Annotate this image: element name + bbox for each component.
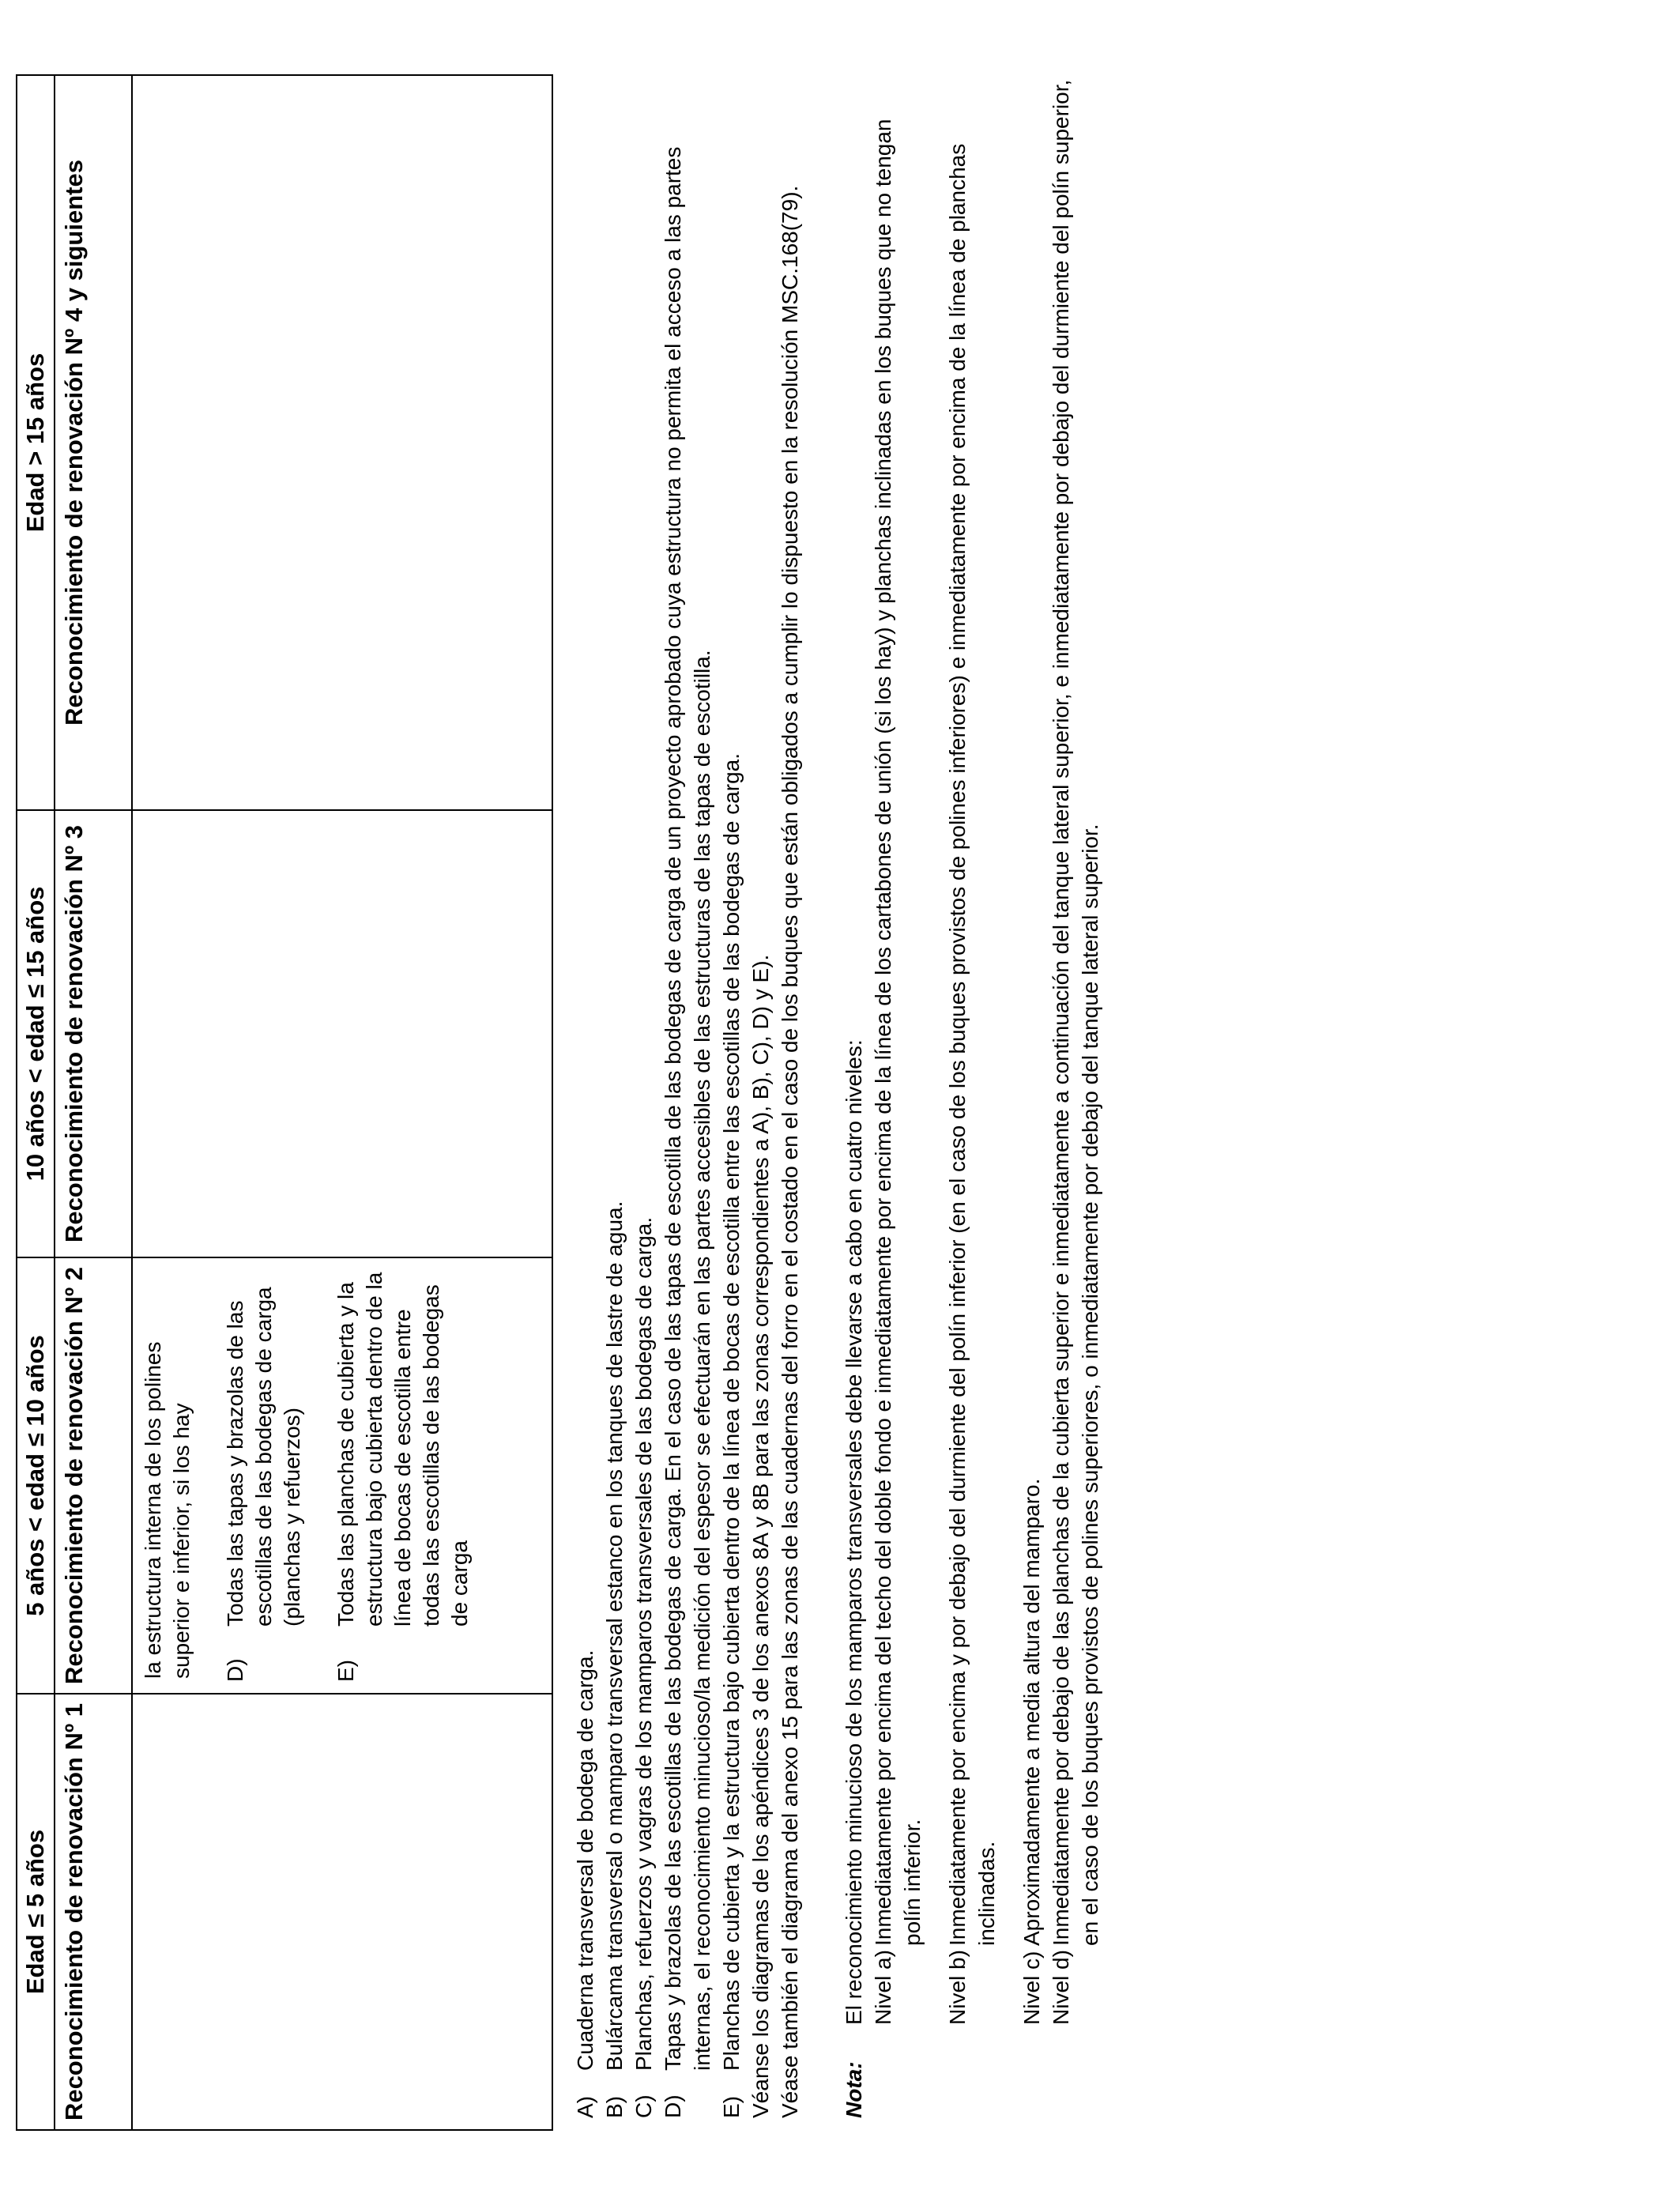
reference-note: Véanse los diagramas de los apéndices 3 de los anexos 8A y 8B para las zonas correspondientes a A), B), C), D) y E). xyxy=(748,954,773,2118)
nota-level xyxy=(1017,79,1046,2025)
age-header: 5 años < edad ≤ 10 años xyxy=(17,1257,55,1694)
item-text: Todas las planchas de cubierta y la estructura bajo cubierta dentro de la línea de bocas de escotilla entre todas las escotillas de las bodegas de carga xyxy=(333,1272,472,1627)
table-body-row xyxy=(132,75,552,2130)
level-text: Inmediatamente por encima y por debajo del durmiente del polín inferior (en el caso de los buques provistos de polines inferiores) e inmediatamente por encima de la línea de planchas inclinadas. xyxy=(945,143,999,1946)
survey-table xyxy=(16,74,553,2131)
footnote-label: E) xyxy=(719,2096,744,2118)
footnote xyxy=(629,79,658,2118)
level-label: Nivel c) xyxy=(1019,1951,1044,2025)
nota-label: Nota: xyxy=(842,2061,866,2118)
footnote xyxy=(658,79,717,2118)
item-text: Todas las tapas y brazolas de las escotillas de las bodegas de carga (planchas y refuerzos) xyxy=(223,1287,304,1627)
continuation-text: la estructura interna de los polines superior e inferior, si los hay xyxy=(141,1341,194,1679)
list-item xyxy=(332,1268,474,1682)
cell-survey-2 xyxy=(132,1257,552,1694)
nota-level xyxy=(1046,79,1105,2025)
cell-survey-1 xyxy=(132,1694,552,2130)
level-label: Nivel d) xyxy=(1049,1950,1073,2025)
cell-survey-3 xyxy=(132,810,552,1257)
nota-block xyxy=(839,79,1105,2118)
footnotes xyxy=(571,79,1105,2118)
footnote-label: A) xyxy=(573,2096,597,2118)
age-header: Edad ≤ 5 años xyxy=(17,1694,55,2130)
nota-level xyxy=(943,79,1001,2025)
footnote-label: C) xyxy=(631,2094,656,2118)
level-text: Aproximadamente a media altura del mamparo. xyxy=(1019,1478,1044,1946)
item-label: D) xyxy=(223,1658,247,1682)
footnote-label: B) xyxy=(602,2096,627,2118)
footnote-text: Tapas y brazolas de las escotillas de las bodegas de carga. En el caso de las tapas de escotilla de las bodegas de carga de un proyecto aprobado cuya estructura no permita el acceso a las partes internas, el reconocimiento minucioso/la medición del espesor se efectuarán en las partes accesibles de las estructuras de las tapas de escotilla. xyxy=(661,146,714,2071)
survey-header: Reconocimiento de renovación Nº 1 xyxy=(55,1694,132,2130)
age-header: 10 años < edad ≤ 15 años xyxy=(17,810,55,1257)
list-item xyxy=(221,1268,307,1682)
age-header-row xyxy=(17,75,55,2130)
survey-header-row xyxy=(55,75,132,2130)
footnote xyxy=(600,79,629,2118)
footnote-text: Planchas de cubierta y la estructura bajo cubierta dentro de la línea de bocas de escotilla entre las escotillas de las bodegas de carga. xyxy=(719,752,744,2071)
footnote-text: Cuaderna transversal de bodega de carga. xyxy=(573,1649,597,2071)
survey-header: Reconocimiento de renovación Nº 3 xyxy=(55,810,132,1257)
survey-header: Reconocimiento de renovación Nº 4 y siguientes xyxy=(55,75,132,810)
age-header: Edad > 15 años xyxy=(17,75,55,810)
level-label: Nivel a) xyxy=(871,1950,895,2025)
level-text: Inmediatamente por encima del techo del doble fondo e inmediatamente por encima de la línea de los cartabones de unión (si los hay) y planchas inclinadas en los buques que no tengan polín inferior. xyxy=(871,119,925,1946)
footnote xyxy=(717,79,746,2118)
survey-header: Reconocimiento de renovación Nº 2 xyxy=(55,1257,132,1694)
nota-level xyxy=(868,79,927,2025)
level-text: Inmediatamente por debajo de las planchas de la cubierta superior e inmediatamente a continuación del tanque lateral superior, e inmediatamente por debajo del durmiente del polín superior, en el caso de los buques provistos de polines superiores, o inmediatamente por debajo del tanque lateral superior. xyxy=(1049,79,1102,1946)
footnote-text: Bulárcama transversal o mamparo transversal estanco en los tanques de lastre de agua. xyxy=(602,1201,627,2071)
footnote-label: D) xyxy=(661,2094,685,2118)
level-label: Nivel b) xyxy=(945,1950,970,2025)
nota-intro: El reconocimiento minucioso de los mamparos transversales debe llevarse a cabo en cuatro niveles: xyxy=(842,1039,866,2025)
reference-note: Véase también el diagrama del anexo 15 para las zonas de las cuadernas del forro en el costado en el caso de los buques que están obligados a cumplir lo dispuesto en la resolución MSC.168(79). xyxy=(778,185,802,2118)
footnote xyxy=(571,79,600,2118)
item-label: E) xyxy=(333,1660,358,1682)
cell-survey-4 xyxy=(132,75,552,810)
footnote-text: Planchas, refuerzos y vagras de los mamparos transversales de las bodegas de carga. xyxy=(631,1216,656,2071)
nota-body xyxy=(839,79,1105,2025)
